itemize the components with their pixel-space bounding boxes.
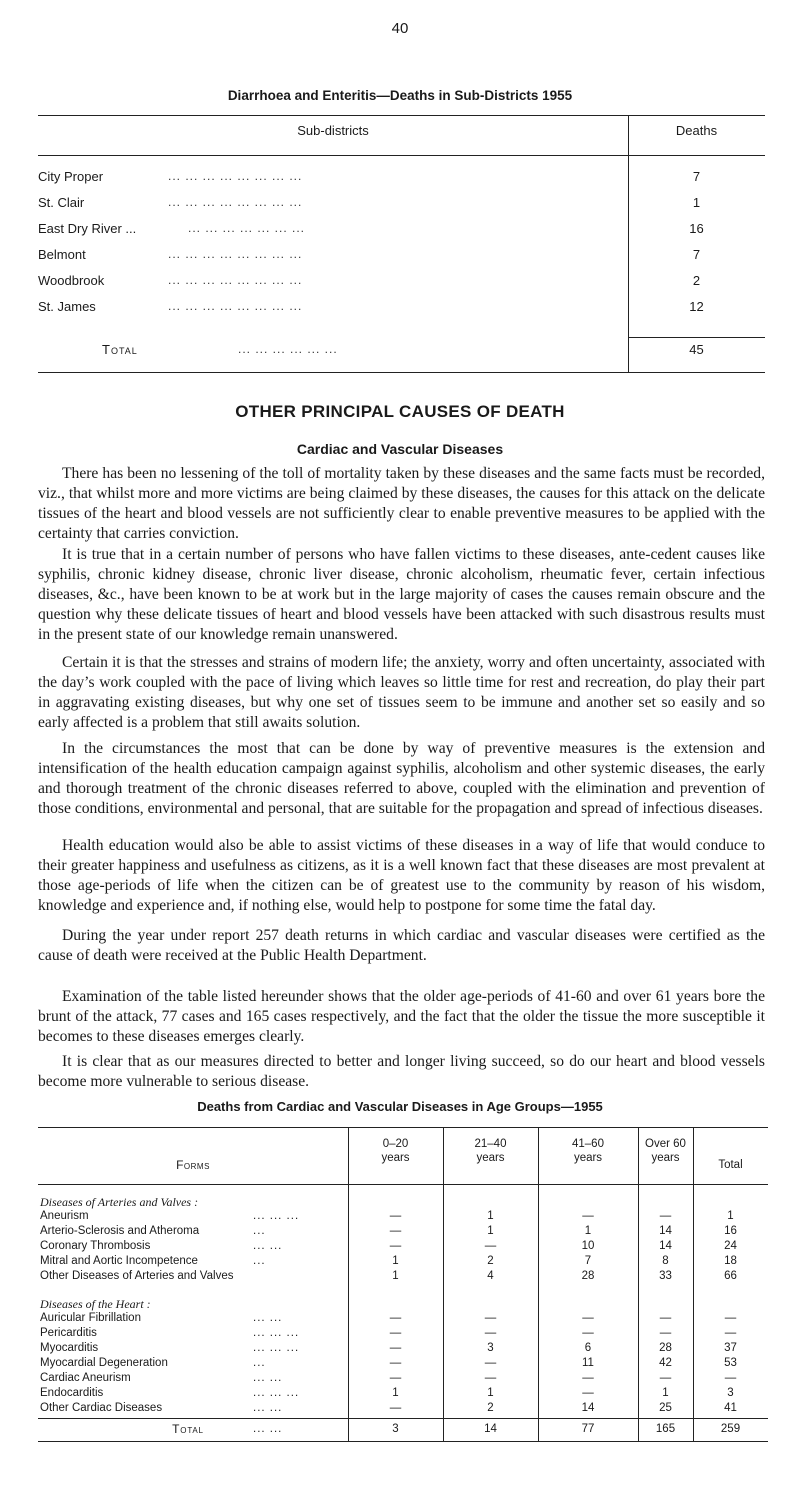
column-header-deaths: Deaths — [675, 123, 718, 138]
leader-dots: ... ... ... — [253, 1342, 300, 1354]
table-row — [38, 1327, 768, 1340]
subdistrict-name: East Dry River ... — [38, 221, 137, 236]
table1-caption: Diarrhoea and Enteritis—Deaths in Sub-Districts 1955 — [227, 88, 573, 103]
leader-dots: ... — [253, 1255, 266, 1267]
table-rule — [38, 372, 765, 373]
cell-value: — — [484, 1357, 497, 1369]
row-label: Other Diseases of Arteries and Valves — [40, 1270, 234, 1282]
cell-value: 16 — [724, 1225, 737, 1237]
table-rule — [38, 155, 765, 156]
subdistrict-name: Woodbrook — [38, 273, 105, 288]
paragraph: There has been no lessening of the toll of mortality taken by these diseases and the same facts must be recorded, viz., that whilst more and more victims are being claimed by these diseases, the causes for this attack on the delicate tissues of the heart and blood vessels are not sufficiently clear to enable preventive measures to be applied with the certainty that carries conviction. — [38, 465, 765, 542]
cell-value: — — [659, 1372, 672, 1384]
cell-value: 1 — [584, 1225, 592, 1237]
row-label: Auricular Fibrillation — [40, 1312, 141, 1324]
cell-value: 33 — [659, 1270, 672, 1282]
table-rule — [38, 1441, 768, 1442]
cell-value: — — [484, 1327, 497, 1339]
row-label: Arterio-Sclerosis and Atheroma — [40, 1225, 200, 1237]
cell-value: — — [389, 1327, 402, 1339]
table-row — [38, 1225, 768, 1238]
total-rule — [38, 1418, 768, 1419]
table-row — [38, 195, 765, 215]
cell-value: 42 — [659, 1357, 672, 1369]
total-rule — [628, 337, 765, 338]
deaths-value: 16 — [689, 221, 704, 236]
cell-value: — — [389, 1210, 402, 1222]
total-value: 165 — [655, 1423, 676, 1435]
cell-value: — — [582, 1210, 594, 1222]
leader-dots: ... ... ... ... ... ... — [238, 342, 338, 356]
cell-value: — — [582, 1387, 594, 1399]
leader-dots: ... — [253, 1357, 266, 1369]
cell-value: — — [389, 1240, 402, 1252]
total-value: 14 — [484, 1423, 497, 1435]
row-label: Pericarditis — [40, 1327, 97, 1339]
page-number: 40 — [391, 20, 409, 37]
cell-value: 14 — [659, 1240, 672, 1252]
column-header-text: years — [651, 1152, 680, 1164]
cell-value: 2 — [487, 1402, 494, 1414]
subdistrict-name: St. James — [38, 299, 96, 314]
column-header-text: years — [573, 1152, 603, 1164]
total-value: 45 — [689, 342, 704, 357]
deaths-value: 7 — [692, 247, 701, 262]
age-groups-table — [38, 1127, 768, 1443]
cell-value: — — [724, 1327, 737, 1339]
paragraph: Health education would also be able to assist victims of these diseases in a way of life that would conduce to their greater happiness and usefulness as citizens, as it is a well known fact that these diseases are most prevalent at those age-periods of life when the citizen can be of greatest use to the community by reason of his wisdom, knowledge and experience and, if nothing else, would help to postpone for some time the fatal day. — [38, 837, 765, 914]
column-header-text: years — [476, 1152, 505, 1164]
deaths-value: 7 — [692, 169, 701, 184]
row-label: Cardiac Aneurism — [40, 1372, 131, 1384]
leader-dots: ... ... ... ... ... ... ... ... — [168, 247, 303, 261]
table-row — [38, 1270, 768, 1283]
leader-dots: ... ... ... ... ... ... ... — [188, 221, 306, 235]
table-row — [38, 1357, 768, 1370]
cell-value: 8 — [662, 1255, 669, 1267]
table-row — [38, 273, 765, 293]
cell-value: 2 — [487, 1255, 494, 1267]
cell-value: 28 — [659, 1342, 672, 1354]
table-row — [38, 1342, 768, 1355]
paragraph: In the circumstances the most that can be done by way of preventive measures is the extension and intensification of the health education campaign against syphilis, alcoholism and other systemic diseases, the early and thorough treatment of the chronic diseases referred to above, coupled with the elimination and prevention of those conditions, environmental and personal, that are suitable for the propagation and spread of infectious diseases. — [38, 740, 765, 817]
column-header-21-40 — [443, 1137, 538, 1165]
cell-value: 1 — [392, 1270, 399, 1282]
cell-value: 41 — [724, 1402, 737, 1414]
table-rule — [38, 115, 765, 116]
table-rule — [38, 1184, 768, 1185]
cell-value: 37 — [724, 1342, 737, 1354]
column-header-over-60 — [638, 1137, 693, 1165]
leader-dots: ... ... — [253, 1423, 283, 1435]
section-subtitle: Cardiac and Vascular Diseases — [296, 441, 504, 457]
cell-value: — — [582, 1327, 594, 1339]
cell-value: — — [389, 1357, 402, 1369]
cell-value: — — [389, 1372, 402, 1384]
column-header-total: Total — [718, 1159, 743, 1171]
leader-dots: ... ... ... ... ... ... ... ... — [168, 299, 303, 313]
subdistrict-name: Belmont — [38, 247, 86, 262]
cell-value: 10 — [581, 1240, 595, 1252]
column-header-41-60 — [538, 1137, 638, 1165]
column-header-text: 0–20 — [382, 1138, 409, 1150]
table-row — [38, 1210, 768, 1223]
cell-value: 1 — [392, 1387, 399, 1399]
total-label: Total — [102, 342, 138, 357]
cell-value: 14 — [659, 1225, 672, 1237]
row-label: Other Cardiac Diseases — [40, 1402, 163, 1414]
table-row — [38, 169, 765, 189]
table2-caption: Deaths from Cardiac and Vascular Diseases in Age Groups—1955 — [197, 1099, 603, 1114]
cell-value: 11 — [582, 1357, 594, 1369]
table-row — [38, 1240, 768, 1253]
cell-value: 24 — [724, 1240, 737, 1252]
leader-dots: ... ... ... ... ... ... ... ... — [168, 169, 303, 183]
leader-dots: ... ... ... ... ... ... ... ... — [168, 273, 303, 287]
cell-value: — — [582, 1312, 594, 1324]
paragraph: Examination of the table listed hereunder shows that the older age-periods of 41-60 and over 61 years bore the brunt of the attack, 77 cases and 165 cases respectively, and the fact that the older the tissue the more susceptible it becomes to these diseases emerges clearly. — [38, 988, 765, 1045]
table-row — [38, 1312, 768, 1325]
cell-value: 66 — [724, 1270, 737, 1282]
table-row — [38, 1402, 768, 1415]
cell-value: 7 — [584, 1255, 592, 1267]
total-value: 259 — [720, 1423, 741, 1435]
leader-dots: ... ... — [253, 1402, 283, 1414]
cell-value: — — [389, 1312, 402, 1324]
total-value: 77 — [581, 1423, 595, 1435]
column-header-text: Over 60 — [645, 1138, 686, 1150]
table-row — [38, 1372, 768, 1385]
column-header-text: 21–40 — [474, 1138, 507, 1150]
total-value: 3 — [392, 1423, 399, 1435]
column-divider — [628, 115, 629, 373]
subdistrict-deaths-table — [38, 115, 765, 373]
leader-dots: ... ... ... — [253, 1210, 300, 1222]
cell-value: 6 — [584, 1342, 592, 1354]
total-row — [38, 342, 765, 362]
column-header-forms: Forms — [176, 1158, 210, 1172]
leader-dots: ... ... ... — [253, 1387, 300, 1399]
leader-dots: ... ... ... — [253, 1327, 300, 1339]
row-label: Mitral and Aortic Incompetence — [40, 1255, 198, 1267]
cell-value: 18 — [724, 1255, 737, 1267]
paragraph: Certain it is that the stresses and strains of modern life; the anxiety, worry and often uncertainty, associated with the day’s work coupled with the pace of living which leaves so little time for rest and recreation, do play their part in aggravating existing diseases, but why one set of tissues seem to be immune and another set so easily and so early affected is a problem that still awaits solution. — [38, 654, 765, 731]
column-header-text: 41–60 — [572, 1138, 604, 1150]
leader-dots: ... ... — [253, 1312, 283, 1324]
cell-value: 1 — [392, 1255, 399, 1267]
deaths-value: 2 — [692, 273, 701, 288]
cell-value: — — [484, 1312, 497, 1324]
table-row — [38, 299, 765, 319]
deaths-value: 12 — [689, 299, 704, 314]
paragraph: It is clear that as our measures directed to better and longer living succeed, so do our heart and blood vessels become more vulnerable to serious disease. — [38, 1053, 765, 1090]
cell-value: 1 — [487, 1225, 494, 1237]
cell-value: — — [724, 1372, 737, 1384]
table-row — [38, 221, 765, 241]
row-label: Endocarditis — [40, 1387, 104, 1399]
row-label: Myocarditis — [40, 1342, 99, 1354]
leader-dots: ... — [253, 1225, 266, 1237]
table-row — [38, 1387, 768, 1400]
leader-dots: ... ... ... ... ... ... ... ... — [168, 195, 303, 209]
cell-value: — — [582, 1372, 594, 1384]
cell-value: 14 — [581, 1402, 595, 1414]
row-label: Aneurism — [40, 1210, 89, 1222]
deaths-value: 1 — [692, 195, 701, 210]
cell-value: — — [659, 1210, 672, 1222]
cell-value: — — [389, 1342, 402, 1354]
cell-value: — — [389, 1225, 402, 1237]
subdistrict-name: City Proper — [38, 169, 104, 184]
cell-value: 3 — [727, 1387, 734, 1399]
subdistrict-name: St. Clair — [38, 195, 85, 210]
column-header-subdistricts: Sub-districts — [297, 123, 369, 138]
group-heading: Diseases of the Heart : — [40, 1297, 151, 1311]
cell-value: — — [389, 1402, 402, 1414]
leader-dots: ... ... — [253, 1240, 283, 1252]
row-label: Myocardial Degeneration — [40, 1357, 168, 1369]
cell-value: 4 — [487, 1270, 494, 1282]
cell-value: — — [484, 1240, 497, 1252]
cell-value: — — [659, 1312, 672, 1324]
cell-value: 25 — [659, 1402, 672, 1414]
cell-value: — — [484, 1372, 497, 1384]
leader-dots: ... ... — [253, 1372, 283, 1384]
cell-value: 1 — [487, 1210, 494, 1222]
cell-value: 3 — [487, 1342, 494, 1354]
cell-value: — — [724, 1312, 737, 1324]
group-heading: Diseases of Arteries and Valves : — [40, 1195, 199, 1209]
table-rule — [38, 1127, 768, 1128]
paragraph: It is true that in a certain number of persons who have fallen victims to these diseases, ante-cedent causes like syphilis, chronic kidney disease, chronic liver disease, chronic alcoholism, rheumatic fever, certain infectious diseases, &c., have been known to be at work but in the large majority of cases the causes remain obscure and the question why these delicate tissues of heart and blood vessels have been attacked with such disastrous results must in the present state of our knowledge remain unanswered. — [38, 546, 765, 643]
cell-value: 1 — [487, 1387, 494, 1399]
cell-value: 53 — [724, 1357, 737, 1369]
table-row — [38, 1255, 768, 1268]
cell-value: 1 — [727, 1210, 734, 1222]
total-label: Total — [172, 1422, 204, 1436]
cell-value: 28 — [581, 1270, 595, 1282]
row-label: Coronary Thrombosis — [40, 1240, 151, 1252]
section-title: OTHER PRINCIPAL CAUSES OF DEATH — [235, 402, 565, 421]
cell-value: — — [659, 1327, 672, 1339]
table-row — [38, 247, 765, 267]
paragraph: During the year under report 257 death returns in which cardiac and vascular diseases were certified as the cause of death were received at the Public Health Department. — [38, 927, 765, 964]
cell-value: 1 — [662, 1387, 669, 1399]
column-header-text: years — [381, 1152, 410, 1164]
column-header-0-20 — [348, 1137, 443, 1165]
